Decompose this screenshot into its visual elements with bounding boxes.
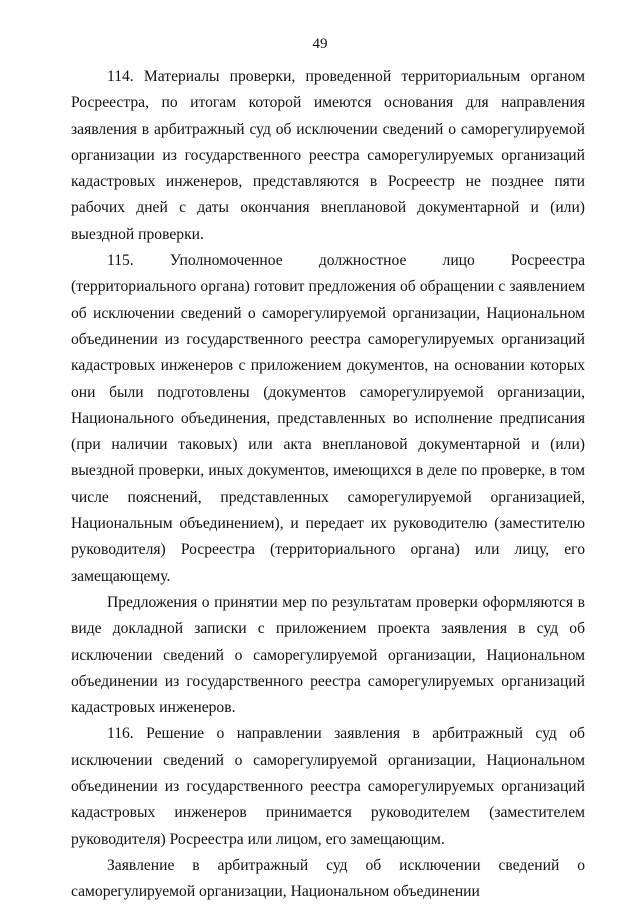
paragraph-114: 114. Материалы проверки, проведенной территориальным органом Росреестра, по итогам которой имеются основания для направления заявления в арбитражный суд об исключении сведений о саморегулируемой организации из государственного реестра саморегулируемых организаций кадастровых инженеров, представляются в Росреестр не позднее пяти рабочих дней с даты окончания внеплановой документарной и (или) выездной проверки.: [71, 68, 585, 243]
document-body: [71, 64, 585, 906]
paragraph-proposals: Предложения о принятии мер по результатам проверки оформляются в виде докладной записки с приложением проекта заявления в суд об исключении сведений о саморегулируемой организации, Национальном объединении из государственного реестра саморегулируемых организаций кадастровых инженеров.: [71, 593, 585, 717]
page-number: 49: [312, 36, 328, 52]
paragraph-application: Заявление в арбитражный суд об исключении сведений о саморегулируемой организации, Национальном объединении: [71, 856, 585, 901]
paragraph-116: 116. Решение о направлении заявления в арбитражный суд об исключении сведений о саморегулируемой организации, Национальном объединении из государственного реестра саморегулируемых организаций кадастровых инженеров принимается руководителем (заместителем руководителя) Росреестра или лицом, его замещающим.: [71, 725, 585, 848]
paragraph-115: 115. Уполномоченное должностное лицо Росреестра (территориального органа) готовит предложения об обращении с заявлением об исключении сведений о саморегулируемой организации, Национальном объединении из государственного реестра саморегулируемых организаций кадастровых инженеров с приложением документов, на основании которых они были подготовлены (документов саморегулируемой организации, Национального объединения, представленных во исполнение предписания (при наличии таковых) или акта внеплановой документарной и (или) выездной проверки, иных документов, имеющихся в деле по проверке, в том числе пояснений, представленных саморегулируемой организацией, Национальным объединением), и передает их руководителю (заместителю руководителя) Росреестра (территориального органа) или лицу, его замещающему.: [71, 252, 585, 585]
